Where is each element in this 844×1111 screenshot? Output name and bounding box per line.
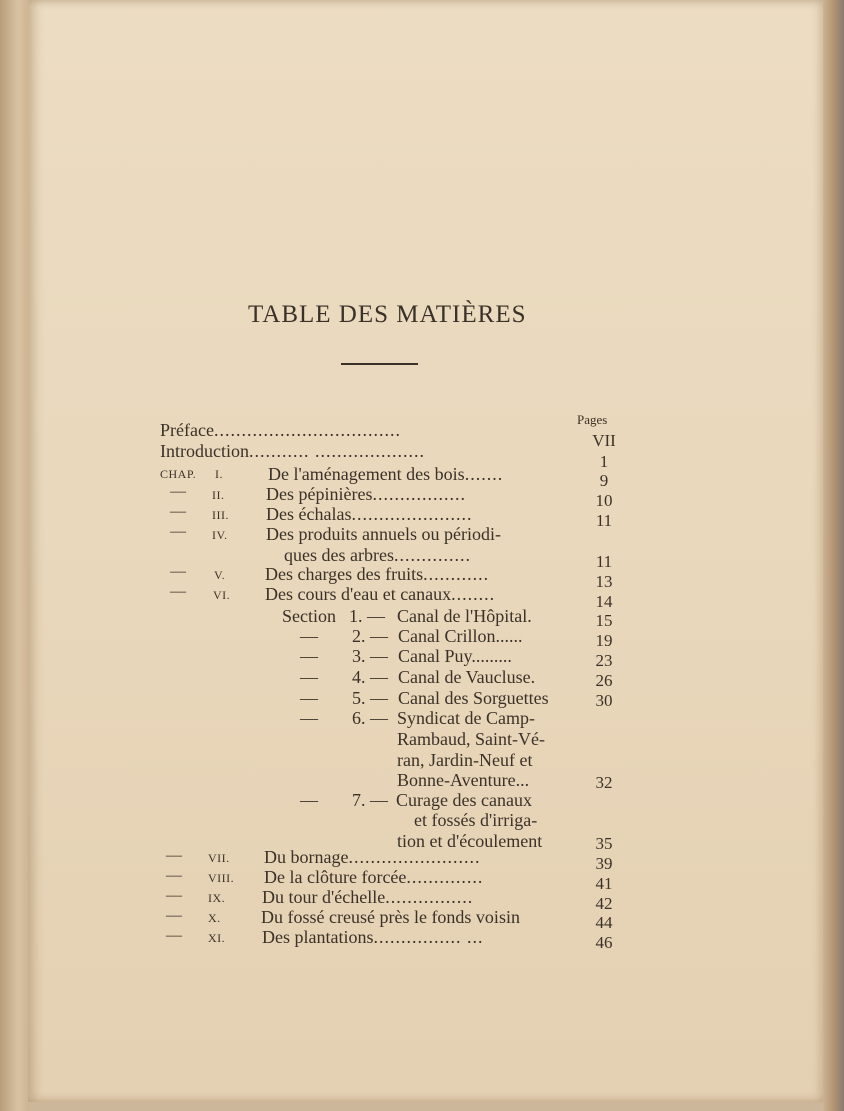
ditto-dash: — [300, 626, 318, 646]
ditto-dash: — [300, 708, 318, 728]
toc-entry-section-5: Canal des Sorguettes [398, 688, 549, 708]
ditto-dash: — [170, 523, 186, 540]
section-number: 6. — [352, 708, 388, 728]
toc-entry-section-7-line-3: tion et d'écoulement [397, 831, 543, 851]
ditto-dash: — [300, 646, 318, 666]
page-number: 39 [595, 854, 613, 873]
entry-label: Préface [160, 420, 214, 440]
page-number: 19 [595, 631, 613, 650]
toc-entry-chapter-6 [265, 584, 495, 605]
toc-entry-chapter-4: Des produits annuels ou périodi- [266, 524, 501, 544]
toc-entry-preface [160, 420, 401, 441]
ditto-dash: — [170, 483, 186, 500]
ditto-dash: — [300, 790, 318, 810]
section-number: 2. — [352, 626, 388, 646]
section-number: 7. — [352, 790, 388, 810]
entry-label: De la clôture forcée [264, 867, 407, 887]
pages-column-header: Pages [577, 412, 608, 427]
toc-entry-chapter-10 [261, 907, 520, 928]
page-number: 15 [595, 611, 613, 630]
chapter-number: VIII. [208, 871, 235, 885]
chapter-number: X. [208, 911, 221, 925]
entry-label: ques des arbres [284, 545, 394, 565]
ditto-dash: — [170, 583, 186, 600]
page-number: 35 [595, 834, 613, 853]
ditto-dash: — [170, 563, 186, 580]
leader-dots: .............. [393, 545, 471, 565]
toc-entry-chapter-9 [262, 887, 473, 908]
leader-dots: ............ [423, 564, 490, 584]
chapter-number: V. [214, 568, 226, 582]
leader-dots: ................. [372, 484, 466, 504]
ditto-dash: — [170, 503, 186, 520]
chapter-number: VI. [213, 588, 231, 602]
leader-dots: ................ [385, 887, 474, 907]
toc-entry-chapter-1 [268, 464, 503, 485]
leader-dots: ...................... [351, 504, 473, 524]
toc-entry-section-3: Canal Puy......... [398, 646, 512, 666]
ditto-dash: — [300, 667, 318, 687]
chapter-number: VII. [208, 851, 230, 865]
toc-entry-section-2: Canal Crillon...... [398, 626, 523, 646]
ditto-dash: — [300, 688, 318, 708]
toc-entry-chapter-3 [266, 504, 472, 525]
toc-entry-section-6-line-3: ran, Jardin-Neuf et [397, 750, 533, 770]
toc-entry-chapter-2 [266, 484, 466, 505]
entry-label: De l'aménagement des bois [268, 464, 465, 484]
page-edge [823, 0, 844, 1111]
page-number: 1 [599, 452, 609, 471]
chapter-prefix: CHAP. [160, 467, 197, 481]
entry-label: Des cours d'eau et canaux [265, 584, 452, 604]
section-number: 1. — [349, 606, 385, 626]
chapter-number: II. [212, 488, 225, 502]
entry-label: Des échalas [266, 504, 352, 524]
ditto-dash: — [166, 847, 182, 864]
section-number: 4. — [352, 667, 388, 687]
page-number: 14 [595, 592, 613, 611]
entry-label: Du fossé creusé près le fonds voisin [261, 907, 520, 927]
page-number: 46 [595, 933, 613, 952]
section-prefix: Section [282, 606, 336, 626]
page-number: 23 [595, 651, 613, 670]
toc-entry-chapter-11 [262, 927, 483, 948]
toc-entry-section-1: Canal de l'Hôpital. [397, 606, 532, 626]
page-number: 26 [595, 671, 613, 690]
toc-entry-section-4: Canal de Vaucluse. [398, 667, 536, 687]
title-divider [341, 363, 418, 365]
leader-dots: .............. [406, 867, 484, 887]
ditto-dash: — [166, 907, 182, 924]
toc-entry-section-6-line-2: Rambaud, Saint-Vé- [397, 729, 545, 749]
toc-entry-section-6: Syndicat de Camp- [397, 708, 535, 728]
chapter-number: I. [215, 467, 223, 481]
toc-entry-chapter-7 [264, 847, 480, 868]
entry-label: Introduction [160, 441, 249, 461]
entry-label: Du tour d'échelle [262, 887, 386, 907]
section-number: 3. — [352, 646, 388, 666]
entry-label: Des pépinières [266, 484, 373, 504]
toc-entry-section-7: Curage des canaux [396, 790, 532, 810]
page-title: TABLE DES MATIÈRES [248, 301, 527, 328]
page-number: 10 [595, 491, 613, 510]
ditto-dash: — [166, 887, 182, 904]
toc-entry-section-7-line-2: et fossés d'irriga- [414, 810, 538, 830]
toc-entry-introduction [160, 441, 425, 462]
page-number: 13 [595, 572, 613, 591]
page-number: 44 [595, 913, 613, 932]
page-number: 11 [595, 511, 613, 530]
toc-entry-chapter-8 [264, 867, 483, 888]
entry-label: Des charges des fruits [265, 564, 424, 584]
ditto-dash: — [166, 927, 182, 944]
chapter-number: XI. [208, 931, 226, 945]
leader-dots: ........... .................... [248, 441, 425, 461]
page-number: 41 [595, 874, 613, 893]
page-number: 11 [595, 552, 613, 571]
page-number: VII [592, 431, 616, 450]
toc-entry-chapter-4-cont [284, 545, 471, 566]
leader-dots: ........................ [348, 847, 481, 867]
book-spine-shadow [0, 0, 30, 1111]
chapter-number: IX. [208, 891, 226, 905]
entry-label: Des plantations [262, 927, 374, 947]
leader-dots: ................ ... [373, 927, 484, 947]
ditto-dash: — [166, 867, 182, 884]
section-number: 5. — [352, 688, 388, 708]
toc-entry-section-6-line-4: Bonne-Aventure... [397, 770, 530, 790]
leader-dots: ........ [451, 584, 496, 604]
page-number: 30 [595, 691, 613, 710]
page-number: 32 [595, 773, 613, 792]
toc-entry-chapter-5 [265, 564, 489, 585]
chapter-number: III. [212, 508, 229, 522]
page-number: 9 [599, 471, 609, 490]
entry-label: Du bornage [264, 847, 349, 867]
page-number: 42 [595, 894, 613, 913]
leader-dots: .................................. [213, 420, 401, 440]
leader-dots: ....... [464, 464, 504, 484]
chapter-number: IV. [212, 528, 228, 542]
